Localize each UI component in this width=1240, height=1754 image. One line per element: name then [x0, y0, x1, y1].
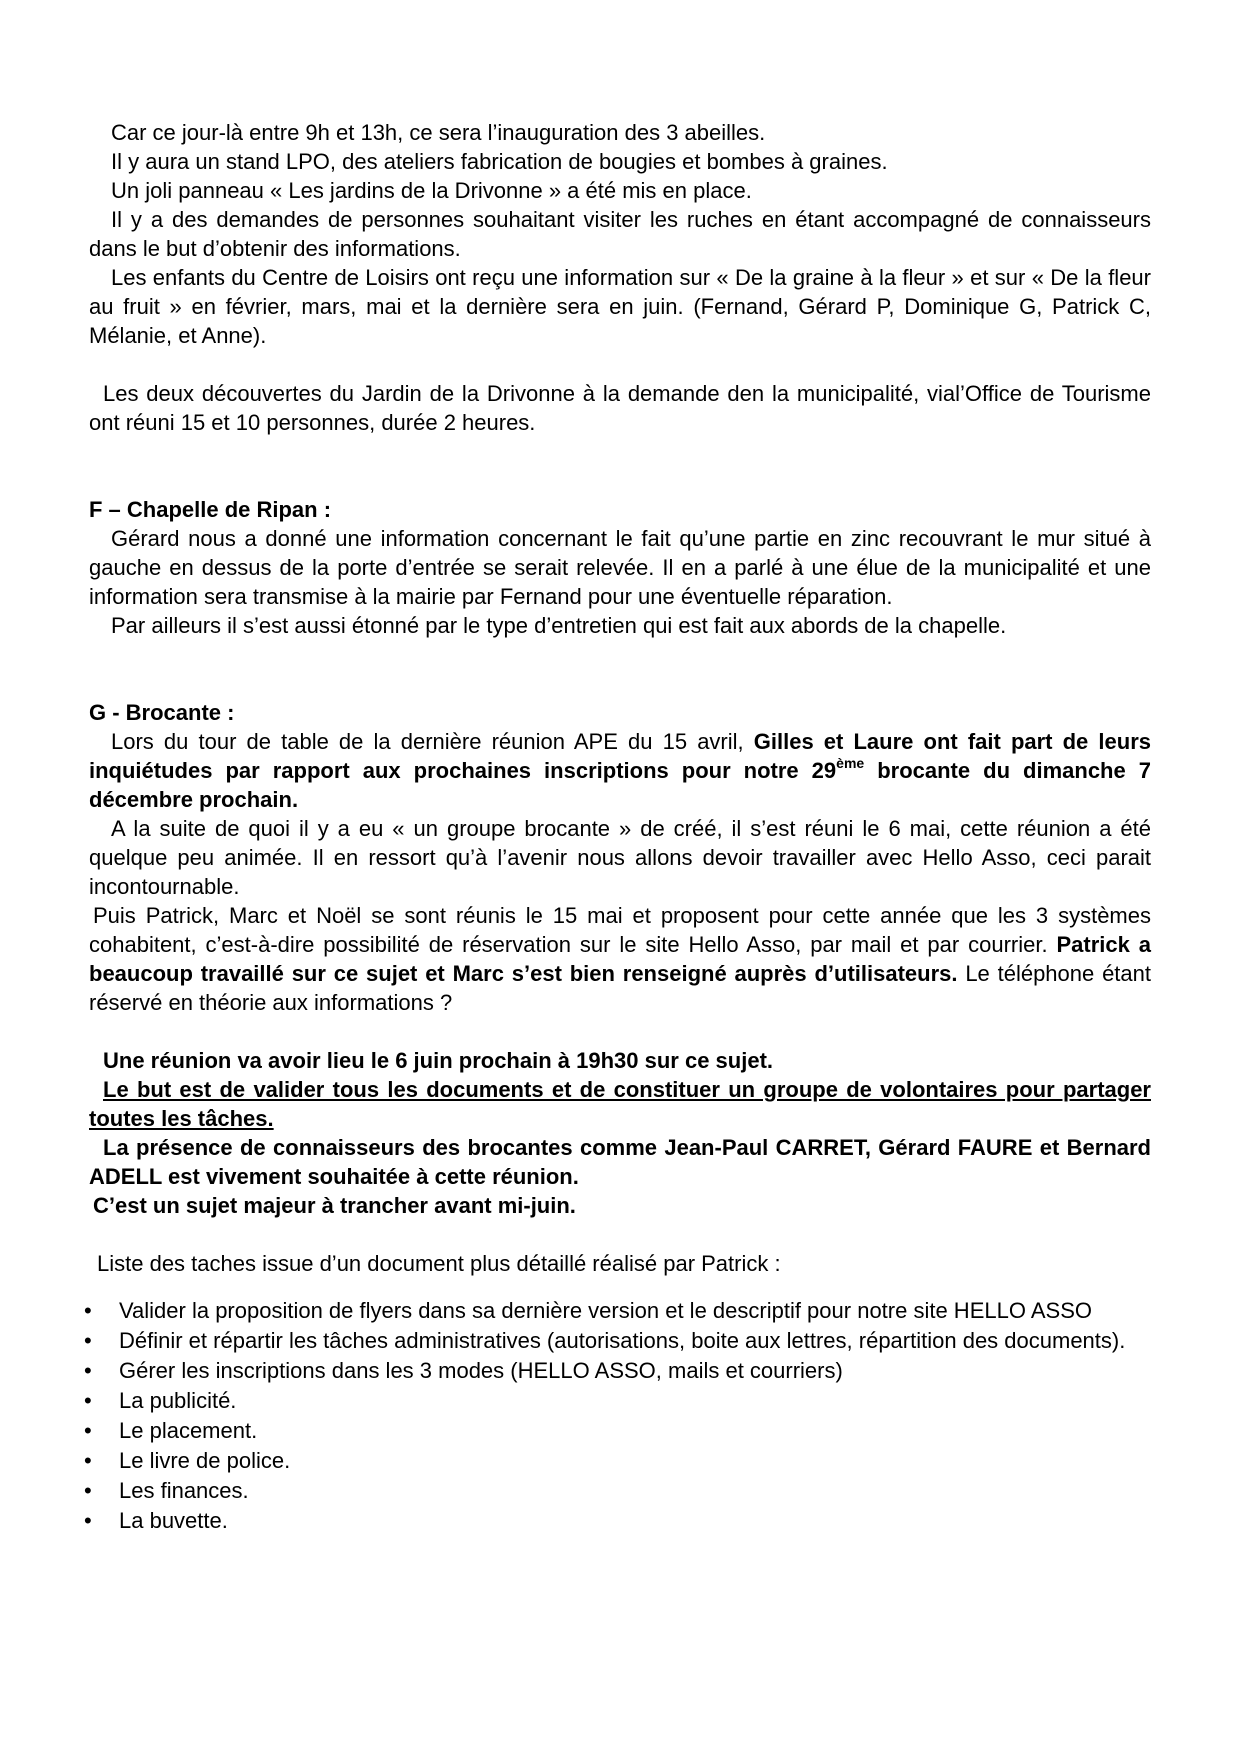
bullet-icon: • — [84, 1298, 92, 1323]
bullet-icon: • — [84, 1508, 92, 1533]
list-item — [84, 1506, 1151, 1535]
task-text: Valider la proposition de flyers dans sa dernière version et le descriptif pour notre site HELLO ASSO — [119, 1298, 1092, 1323]
list-item — [84, 1446, 1151, 1475]
task-text: Gérer les inscriptions dans les 3 modes (HELLO ASSO, mails et courriers) — [119, 1358, 843, 1383]
meeting-line: La présence de connaisseurs des brocantes comme Jean-Paul CARRET, Gérard FAURE et Bernard ADELL est vivement souhaitée à cette réunion. — [89, 1135, 1151, 1189]
meeting-line: C’est un sujet majeur à trancher avant mi-juin. — [93, 1193, 576, 1218]
intro-line: Les enfants du Centre de Loisirs ont reçu une information sur « De la graine à la fleur » et sur « De la fleur au fruit » en février, mars, mai et la dernière sera en juin. (Fernand, Gérard P, Dominique G, Patrick C, Mélanie, et Anne). — [89, 265, 1151, 348]
list-item — [84, 1296, 1151, 1325]
section-f-paragraph: Gérard nous a donné une information concernant le fait qu’une partie en zinc recouvrant le mur situé à gauche en dessus de la porte d’entrée se serait relevée. Il en a parlé à une élue de la municipalité et une information sera transmise à la mairie par Fernand pour une éventuelle réparation. — [89, 526, 1151, 609]
text-run: Puis Patrick, Marc et Noël se sont réunis le 15 mai et proposent pour cette année que les 3 systèmes cohabitent, c’est-à-dire possibilité de réservation sur le site Hello Asso, par mail et par courrier. — [89, 903, 1151, 957]
task-text: La publicité. — [119, 1388, 237, 1413]
list-item — [84, 1416, 1151, 1445]
list-item — [84, 1476, 1151, 1505]
task-text: Les finances. — [119, 1478, 249, 1503]
bullet-icon: • — [84, 1328, 92, 1353]
text-run: Le téléphone étant réservé en théorie aux informations ? — [89, 961, 1151, 1015]
intro-line: Il y aura un stand LPO, des ateliers fabrication de bougies et bombes à graines. — [111, 149, 888, 174]
task-text: Le livre de police. — [119, 1448, 291, 1473]
tasks-intro: Liste des taches issue d’un document plus détaillé réalisé par Patrick : — [97, 1251, 781, 1276]
task-text: Définir et répartir les tâches administratives (autorisations, boite aux lettres, répartition des documents). — [119, 1328, 1126, 1353]
task-list — [84, 1296, 1151, 1535]
section-f-paragraph: Par ailleurs il s’est aussi étonné par le type d’entretien qui est fait aux abords de la chapelle. — [111, 613, 1007, 638]
document-body — [84, 118, 1151, 1536]
bullet-icon: • — [84, 1388, 92, 1413]
text-run-bold: Patrick a beaucoup travaillé sur ce sujet et Marc s’est bien renseigné auprès d’utilisateurs. — [89, 932, 1151, 986]
bullet-icon: • — [84, 1358, 92, 1383]
section-g-paragraph-2: A la suite de quoi il y a eu « un groupe brocante » de créé, il s’est réuni le 6 mai, cette réunion a été quelque peu animée. Il en ressort qu’à l’avenir nous allons devoir travailler avec Hello Asso, ceci parait incontournable. — [89, 816, 1151, 899]
bullet-icon: • — [84, 1418, 92, 1443]
bullet-icon: • — [84, 1478, 92, 1503]
section-g-paragraph-1 — [89, 727, 1151, 814]
intro-line: Il y a des demandes de personnes souhaitant visiter les ruches en étant accompagné de connaisseurs dans le but d’obtenir des informations. — [89, 207, 1151, 261]
text-run-bold: Gilles et Laure ont fait part de leurs inquiétudes par rapport aux prochaines inscriptions pour notre 29 — [89, 729, 1151, 783]
meeting-goal: Le but est de valider tous les documents et de constituer un groupe de volontaires pour partager toutes les tâches. — [89, 1077, 1151, 1131]
list-item — [84, 1326, 1151, 1355]
intro-line: Un joli panneau « Les jardins de la Drivonne » a été mis en place. — [111, 178, 752, 203]
section-f-heading: F – Chapelle de Ripan : — [89, 497, 332, 522]
intro-line: Car ce jour-là entre 9h et 13h, ce sera l’inauguration des 3 abeilles. — [111, 120, 766, 145]
section-g-heading: G - Brocante : — [89, 700, 235, 725]
bullet-icon: • — [84, 1448, 92, 1473]
text-run: Lors du tour de table de la dernière réunion APE du 15 avril, — [111, 729, 754, 754]
decouvertes-paragraph: Les deux découvertes du Jardin de la Drivonne à la demande den la municipalité, vial’Office de Tourisme ont réuni 15 et 10 personnes, durée 2 heures. — [89, 381, 1151, 435]
ordinal-suffix: ème — [836, 754, 865, 771]
meeting-line: Une réunion va avoir lieu le 6 juin prochain à 19h30 sur ce sujet. — [103, 1048, 774, 1073]
list-item — [84, 1386, 1151, 1415]
task-text: La buvette. — [119, 1508, 228, 1533]
task-text: Le placement. — [119, 1418, 258, 1443]
section-g-paragraph-3 — [89, 901, 1151, 1017]
text-run-bold: brocante du dimanche 7 décembre prochain. — [89, 758, 1151, 812]
list-item — [84, 1356, 1151, 1385]
